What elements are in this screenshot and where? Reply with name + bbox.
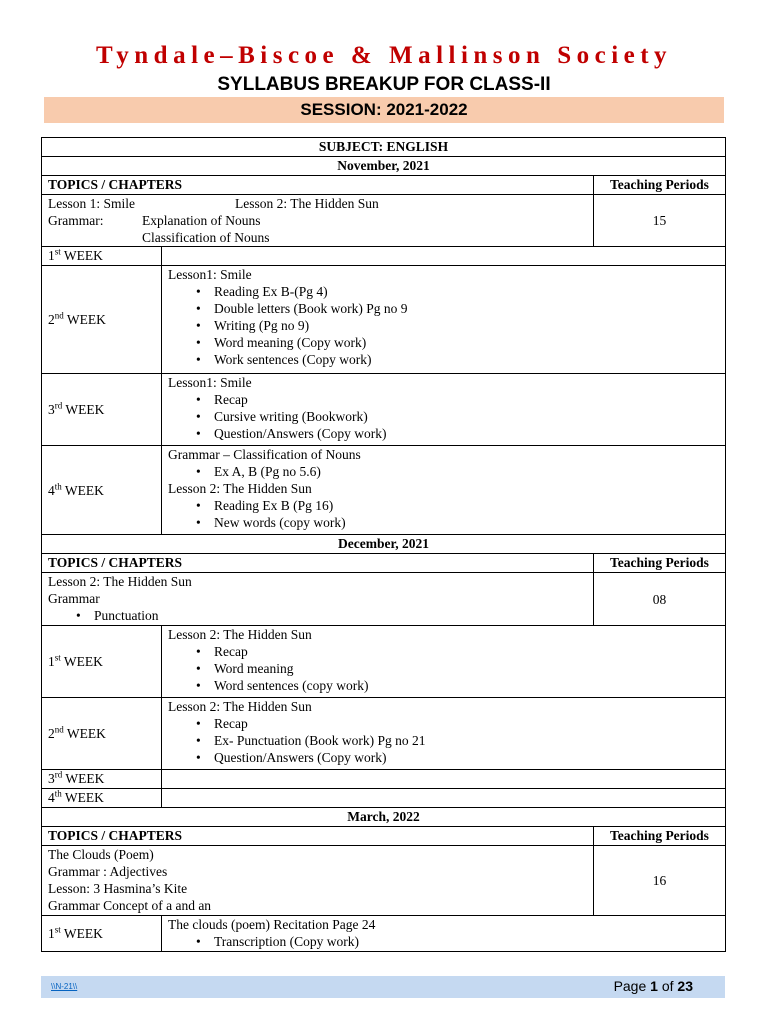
week-label: 1st WEEK: [42, 247, 162, 266]
subject-cell: SUBJECT: ENGLISH: [42, 138, 726, 157]
activity-list: [168, 643, 719, 694]
topic-line: Lesson: 3 Hasmina’s Kite: [48, 881, 188, 896]
week-label: 4th WEEK: [42, 789, 162, 808]
list-item: • Ex A, B (Pg no 5.6): [214, 463, 719, 480]
activity-list: [168, 463, 719, 480]
grammar-label: Grammar:: [48, 213, 104, 228]
lesson-heading: Lesson 2: The Hidden Sun: [168, 699, 312, 714]
society-title: Tyndale–Biscoe & Mallinson Society: [95, 42, 673, 69]
lesson-heading: Lesson 2: The Hidden Sun: [168, 627, 312, 642]
grammar-topic: Classification of Nouns: [142, 230, 270, 245]
activity-list: [168, 497, 719, 531]
periods-header: Teaching Periods: [594, 554, 726, 573]
week-content: [162, 446, 726, 535]
activity-list: [168, 283, 719, 368]
topic-line: Grammar Concept of a and an: [48, 898, 212, 913]
footer-bar: [41, 976, 725, 998]
list-item: • Reading Ex B-(Pg 4): [214, 283, 719, 300]
month-december: December, 2021: [42, 535, 726, 554]
list-item: • Writing (Pg no 9): [214, 317, 719, 334]
week-label: 2nd WEEK: [42, 698, 162, 770]
lesson-heading: Lesson 2: The Hidden Sun: [168, 481, 312, 496]
week-content: [162, 626, 726, 698]
topics-row: [42, 195, 726, 247]
list-item: • Question/Answers (Copy work): [214, 425, 719, 442]
month-march: March, 2022: [42, 808, 726, 827]
list-item: • Word sentences (copy work): [214, 677, 719, 694]
week-row: [42, 266, 726, 374]
week-label: 3rd WEEK: [42, 374, 162, 446]
topic-line: Lesson 2: The Hidden Sun: [48, 574, 192, 589]
table-header-row: [42, 827, 726, 846]
week-label: 1st WEEK: [42, 916, 162, 952]
week-label: 2nd WEEK: [42, 266, 162, 374]
lesson-heading: Grammar – Classification of Nouns: [168, 447, 361, 462]
footer-path-link[interactable]: \\N-21\\: [51, 982, 78, 991]
topics-header: TOPICS / CHAPTERS: [42, 554, 594, 573]
lesson-heading: Lesson1: Smile: [168, 375, 252, 390]
topics-cell: [42, 195, 594, 247]
list-item: • Recap: [214, 643, 719, 660]
list-item: • New words (copy work): [214, 514, 719, 531]
topics-header: TOPICS / CHAPTERS: [42, 827, 594, 846]
month-row: [42, 157, 726, 176]
lesson-heading: The clouds (poem) Recitation Page 24: [168, 917, 376, 932]
list-item: • Work sentences (Copy work): [214, 351, 719, 368]
session-banner: [44, 97, 724, 123]
week-content: [162, 789, 726, 808]
grammar-topic: Explanation of Nouns: [142, 213, 261, 228]
list-item: • Reading Ex B (Pg 16): [214, 497, 719, 514]
teaching-periods-value: 15: [594, 195, 726, 247]
topics-row: [42, 846, 726, 916]
topic-line: The Clouds (Poem): [48, 847, 154, 862]
topics-row: [42, 573, 726, 626]
week-row: [42, 247, 726, 266]
month-row: [42, 535, 726, 554]
periods-header: Teaching Periods: [594, 176, 726, 195]
teaching-periods-value: 08: [594, 573, 726, 626]
week-content: [162, 698, 726, 770]
subject-row: [42, 138, 726, 157]
syllabus-title: SYLLABUS BREAKUP FOR CLASS-II: [217, 74, 551, 95]
teaching-periods-value: 16: [594, 846, 726, 916]
table-header-row: [42, 554, 726, 573]
table-header-row: [42, 176, 726, 195]
week-row: [42, 916, 726, 952]
week-row: [42, 789, 726, 808]
week-row: [42, 626, 726, 698]
activity-list: [168, 715, 719, 766]
list-item: • Recap: [214, 715, 719, 732]
topic-line: Grammar : Adjectives: [48, 864, 168, 879]
topic-lesson-1: Lesson 1: Smile: [48, 196, 135, 211]
activity-list: [168, 391, 719, 442]
topic-lesson-2: Lesson 2: The Hidden Sun: [235, 196, 379, 211]
month-november: November, 2021: [42, 157, 726, 176]
week-label: 4th WEEK: [42, 446, 162, 535]
week-row: [42, 446, 726, 535]
lesson-heading: Lesson1: Smile: [168, 267, 252, 282]
list-item: • Transcription (Copy work): [214, 933, 719, 950]
week-content: [162, 770, 726, 789]
syllabus-table: [41, 137, 726, 952]
list-item: • Word meaning (Copy work): [214, 334, 719, 351]
topics-cell: [42, 846, 594, 916]
topic-line: Grammar: [48, 591, 100, 606]
week-label: 1st WEEK: [42, 626, 162, 698]
list-item: • Punctuation: [94, 607, 587, 624]
topics-header: TOPICS / CHAPTERS: [42, 176, 594, 195]
list-item: • Cursive writing (Bookwork): [214, 408, 719, 425]
periods-header: Teaching Periods: [594, 827, 726, 846]
week-content: [162, 374, 726, 446]
week-content: [162, 916, 726, 952]
week-row: [42, 374, 726, 446]
activity-list: [168, 933, 719, 950]
topics-cell: [42, 573, 594, 626]
list-item: • Recap: [214, 391, 719, 408]
list-item: • Word meaning: [214, 660, 719, 677]
page-number: Page 1 of 23: [613, 978, 693, 994]
week-label: 3rd WEEK: [42, 770, 162, 789]
week-row: [42, 698, 726, 770]
session-label: SESSION: 2021-2022: [300, 100, 468, 119]
month-row: [42, 808, 726, 827]
week-content: [162, 247, 726, 266]
activity-list: [48, 607, 587, 624]
list-item: • Ex- Punctuation (Book work) Pg no 21: [214, 732, 719, 749]
week-row: [42, 770, 726, 789]
list-item: • Double letters (Book work) Pg no 9: [214, 300, 719, 317]
week-content: [162, 266, 726, 374]
list-item: • Question/Answers (Copy work): [214, 749, 719, 766]
